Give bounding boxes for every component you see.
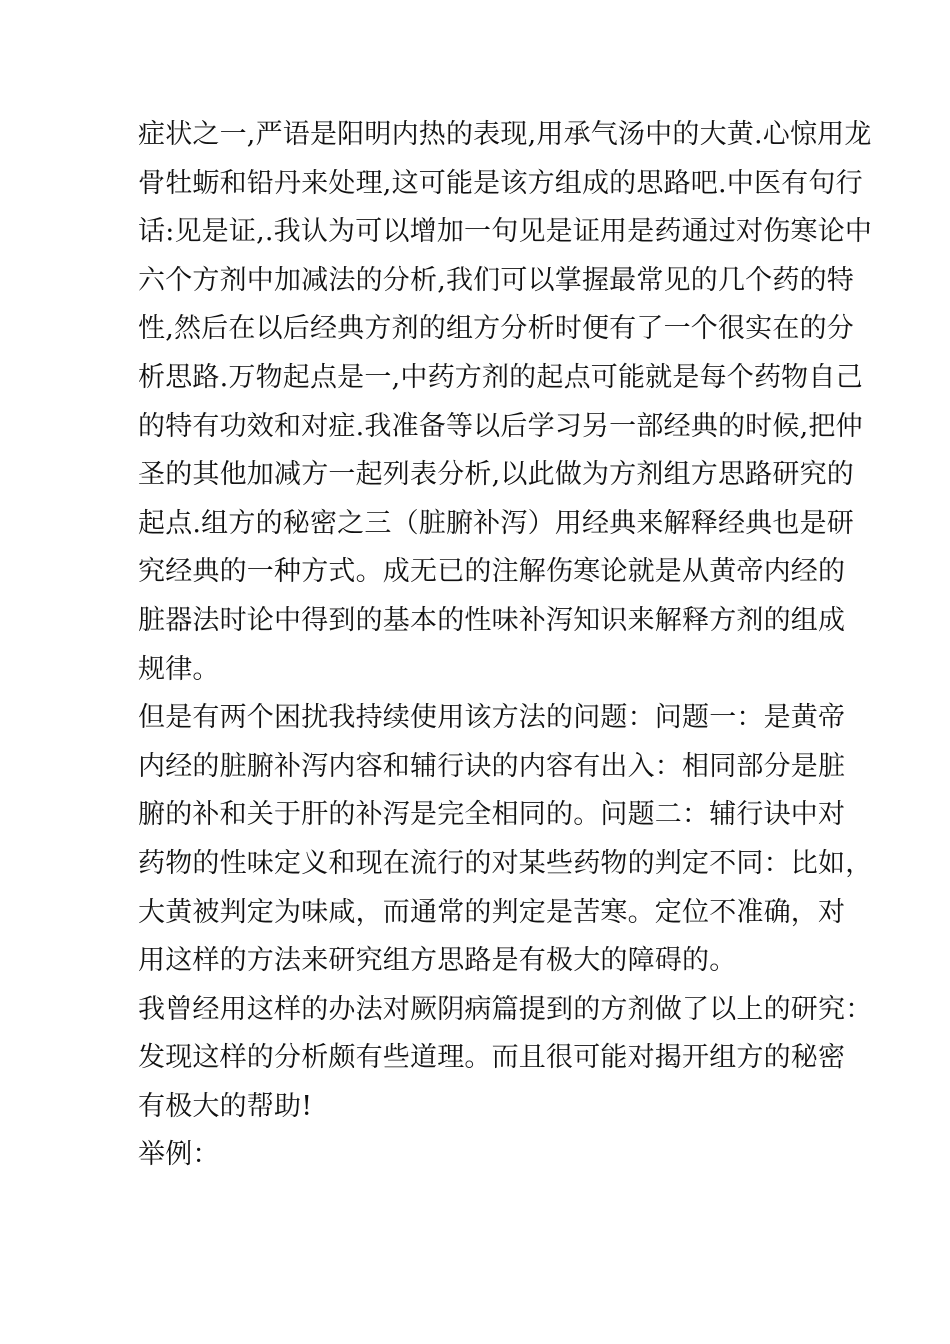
text-line: 析思路.万物起点是一,中药方剂的起点可能就是每个药物自己 [138,361,863,393]
text-line: 但是有两个困扰我持续使用该方法的问题：问题一：是黄帝 [138,702,846,734]
text-line: 举例： [138,1139,220,1171]
text-line: 究经典的一种方式。成无已的注解伤寒论就是从黄帝内经的 [138,556,846,588]
text-line: 骨牡蛎和铅丹来处理,这可能是该方组成的思路吧.中医有句行 [138,167,863,199]
text-line: 大黄被判定为味咸，而通常的判定是苦寒。定位不准确，对 [138,896,846,928]
text-line: 规律。 [138,653,220,685]
text-line: 性,然后在以后经典方剂的组方分析时便有了一个很实在的分 [138,313,854,345]
body-text [138,111,873,1180]
text-line: 内经的脏腑补泻内容和辅行诀的内容有出入：相同部分是脏 [138,750,846,782]
text-line: 话:见是证,.我认为可以增加一句见是证用是药通过对伤寒论中 [138,216,873,248]
text-line: 用这样的方法来研究组方思路是有极大的障碍的。 [138,945,737,977]
text-line: 症状之一,严语是阳明内热的表现,用承气汤中的大黄.心惊用龙 [138,119,872,150]
text-line: 腑的补和关于肝的补泻是完全相同的。问题二：辅行诀中对 [138,799,846,831]
text-line: 发现这样的分析颇有些道理。而且很可能对揭开组方的秘密 [138,1042,846,1074]
text-line: 有极大的帮助! [138,1090,313,1122]
text-line: 脏器法时论中得到的基本的性味补泻知识来解释方剂的组成 [138,604,846,636]
text-line: 起点.组方的秘密之三（脏腑补泻）用经典来解释经典也是研 [138,507,854,539]
text-line: 药物的性味定义和现在流行的对某些药物的判定不同：比如， [138,847,873,879]
text-line: 我曾经用这样的办法对厥阴病篇提到的方剂做了以上的研究： [138,993,873,1025]
text-line: 六个方剂中加减法的分析,我们可以掌握最常见的几个药的特 [138,264,854,296]
text-line: 圣的其他加减方一起列表分析,以此做为方剂组方思路研究的 [138,459,854,491]
text-line: 的特有功效和对症.我准备等以后学习另一部经典的时候,把仲 [138,410,863,442]
